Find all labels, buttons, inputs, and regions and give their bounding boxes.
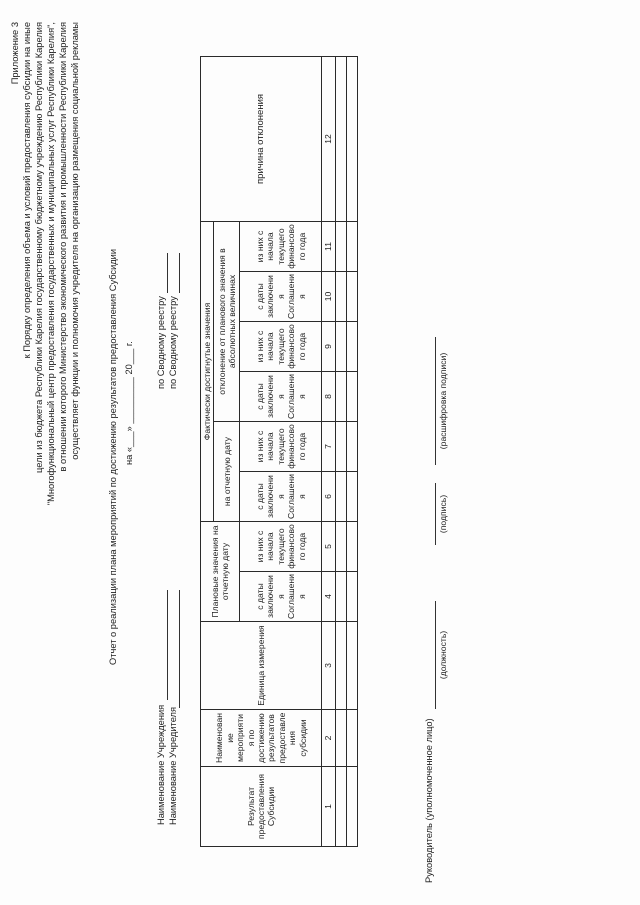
appendix-number: Приложение 3 — [10, 22, 20, 85]
col-actual-agreement: с даты заключения Соглашения — [240, 472, 322, 522]
institution-line — [167, 590, 168, 700]
col-number-2: 2 — [322, 710, 335, 767]
col-planned-header: Плановые значения на отчетную дату — [201, 522, 240, 622]
header-line-6: осуществляет функции и полномочия учредителя на организацию размещения социальной рекламы — [70, 22, 80, 460]
col-number-8: 8 — [322, 372, 335, 422]
header-line-3: цели из бюджета Республики Карелия государственному бюджетному учреждению Республики Карелия — [34, 22, 44, 473]
col-number-11: 11 — [322, 221, 335, 271]
col-deviation-year-2: из них с начала текущего финансового года — [240, 221, 322, 271]
position-caption: (должность) — [438, 630, 448, 680]
col-number-5: 5 — [322, 522, 335, 572]
report-date: на «___» _________ 20___ г. — [124, 341, 134, 465]
col-deviation-year-1: из них с начала текущего финансового года — [240, 322, 322, 372]
registry-label-1: по Сводному реестру — [156, 296, 166, 389]
sign-line — [435, 483, 436, 545]
col-number-10: 10 — [322, 272, 335, 322]
decode-caption: (расшифровка подписи) — [438, 352, 448, 450]
founder-label: Наименование Учредителя — [168, 706, 178, 825]
table-row — [346, 56, 357, 846]
col-actual-year: из них с начала текущего финансового года — [240, 422, 322, 472]
col-number-4: 4 — [322, 572, 335, 622]
registry-label-2: по Сводному реестру — [168, 296, 178, 389]
col-deviation-agreement-2: с даты заключения Соглашения — [240, 272, 322, 322]
signature-head-label: Руководитель (уполномоченное лицо) — [424, 718, 434, 883]
header-line-2: к Порядку определения объема и условий предоставления субсидии на иные — [22, 22, 32, 359]
col-planned-year: из них с начала текущего финансового года — [240, 522, 322, 572]
col-number-3: 3 — [322, 622, 335, 710]
header-line-4: "Многофункциональный центр предоставления государственных и муниципальных услуг Республики Карелия", — [46, 22, 56, 506]
col-deviation-header: отклонение от планового значения в абсолютных величинах — [214, 221, 240, 421]
table-row — [335, 56, 346, 846]
registry-line-2 — [179, 253, 180, 293]
col-event-header: Наименование мероприятия по достижению результатов предоставления субсидии — [201, 710, 322, 767]
report-title: Отчет о реализации плана мероприятий по достижению результатов предоставления Субсидии — [108, 248, 118, 665]
col-number-9: 9 — [322, 322, 335, 372]
col-number-1: 1 — [322, 767, 335, 847]
institution-label: Наименование Учреждения — [156, 704, 166, 825]
sign-caption: (подпись) — [438, 494, 448, 534]
header-line-5: в отношении которого Министерство экономического развития и промышленности Республики Карелия — [58, 22, 68, 472]
col-result-header: Результат предоставления Субсидии — [201, 767, 322, 847]
col-number-7: 7 — [322, 422, 335, 472]
col-deviation-agreement-1: с даты заключения Соглашения — [240, 372, 322, 422]
col-reason-header: причина отклонения — [201, 56, 322, 221]
col-number-6: 6 — [322, 472, 335, 522]
position-line — [435, 601, 436, 709]
decode-line — [435, 337, 436, 465]
registry-line-1 — [167, 253, 168, 293]
col-planned-agreement: с даты заключения Соглашения — [240, 572, 322, 622]
column-number-row — [322, 56, 335, 846]
col-actual-date-header: на отчетную дату — [214, 422, 240, 522]
founder-line — [179, 590, 180, 708]
col-number-12: 12 — [322, 56, 335, 221]
report-table — [200, 56, 358, 847]
col-actual-header: Фактически достигнутые значения — [201, 221, 214, 521]
col-unit-header: Единица измерения — [201, 622, 322, 710]
